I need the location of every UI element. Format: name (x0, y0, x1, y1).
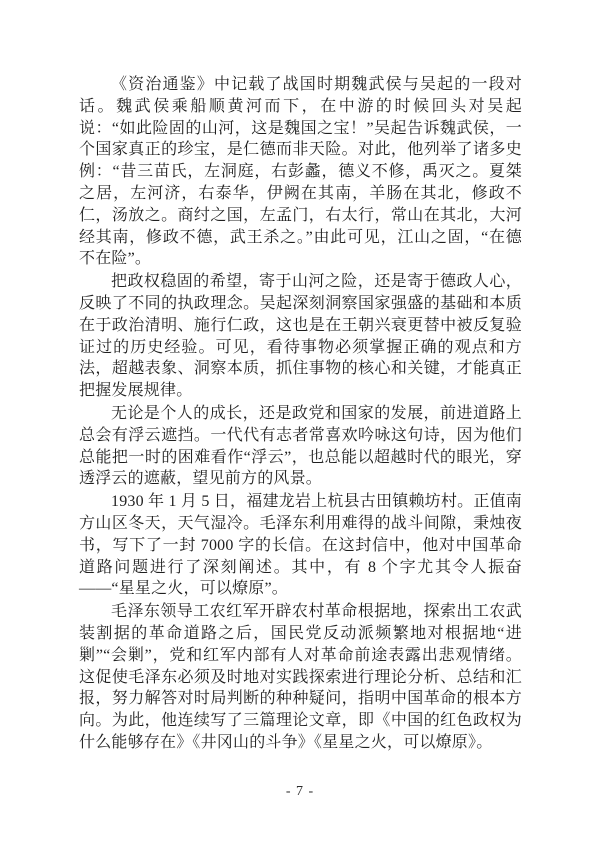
paragraph-2: 把政权稳固的希望，寄于山河之险，还是寄于德政人心，反映了不同的执政理念。吴起深刻洞察国家强盛的基础和本质在于政治清明、施行仁政，这也是在王朝兴衰更替中被反复验证过的历史经验。可见，看待事物必须掌握正确的观点和方法，超越表象、洞察本质，抓住事物的核心和关键，才能真正把握发展规律。 (79, 273, 522, 400)
paragraph-5: 毛泽东领导工农红军开辟农村革命根据地，探索出工农武装割据的革命道路之后，国民党反动派频繁地对根据地“进剿”“会剿”，党和红军内部有人对革命前途表露出悲观情绪。这促使毛泽东必须及时地对实践探索进行理论分析、总结和汇报，努力解答对时局判断的种种疑问，指明中国革命的根本方向。为此，他连续写了三篇理论文章，即《中国的红色政权为什么能够存在》《井冈山的斗争》《星星之火，可以燎原》。 (79, 603, 522, 751)
paragraph-1: 《资治通鉴》中记载了战国时期魏武侯与吴起的一段对话。魏武侯乘船顺黄河而下，在中游的时候回头对吴起说：“如此险固的山河，这是魏国之宝！”吴起告诉魏武侯，一个国家真正的珍宝，是仁德而非天险。对此，他列举了诸多史例：“昔三苗氏，左洞庭，右彭蠡，德义不修，禹灭之。夏桀之居，左河济，右泰华，伊阙在其南，羊肠在其北，修政不仁，汤放之。商纣之国，左孟门，右太行，常山在其北，大河经其南，修政不德，武王杀之。”由此可见，江山之固，“在德不在险”。 (79, 76, 522, 268)
paragraph-3: 无论是个人的成长，还是政党和国家的发展，前进道路上总会有浮云遮挡。一代代有志者常喜欢吟咏这句诗，因为他们总能把一时的困难看作“浮云”，也总能以超越时代的眼光，穿透浮云的遮蔽，望见前方的风景。 (79, 404, 522, 488)
page-number: - 7 - (285, 784, 315, 799)
paragraph-4: 1930 年 1 月 5 日，福建龙岩上杭县古田镇赖坊村。正值南方山区冬天，天气湿冷。毛泽东利用难得的战斗间隙，秉烛夜书，写下了一封 7000 字的长信。在这封信中，他对中国革命道路问题进行了深刻阐述。其中，有 8 个字尤其令人振奋——“星星之火，可以燎原”。 (79, 493, 522, 598)
text-content (79, 74, 522, 755)
